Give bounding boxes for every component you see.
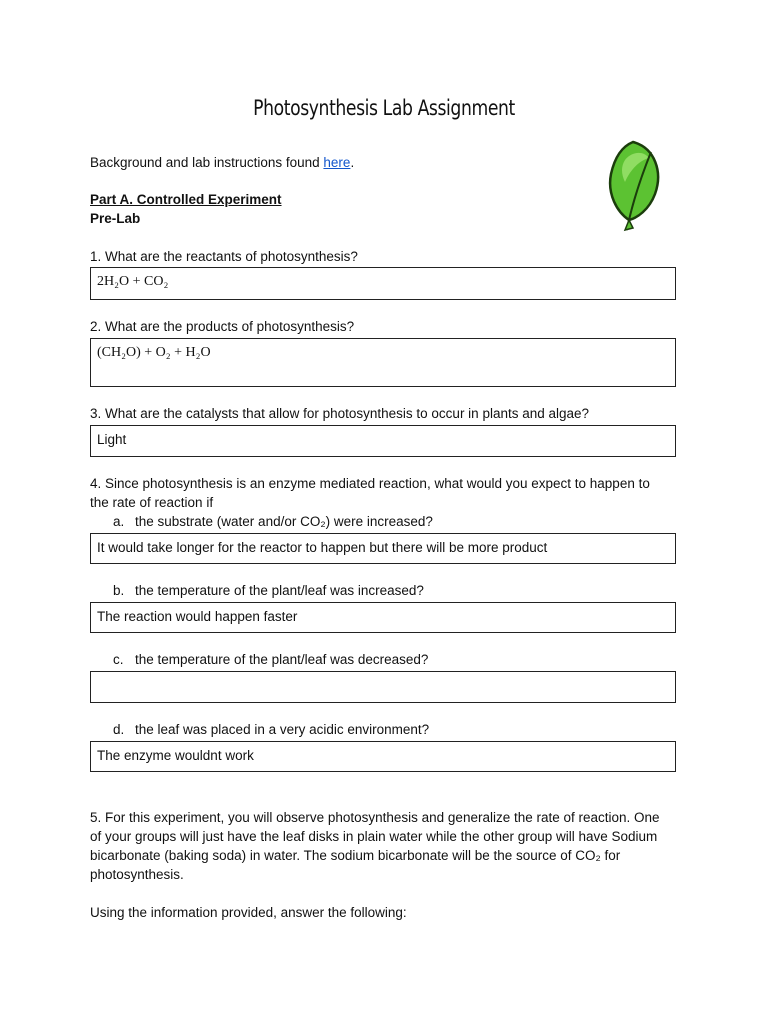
- question-5-paragraph: [90, 808, 680, 884]
- page-title: Photosynthesis Lab Assignment: [253, 96, 515, 120]
- question-4a-letter: a.: [113, 514, 125, 529]
- answer-2-field[interactable]: (CH₂O) + O₂ + H₂O: [90, 338, 676, 387]
- intro-end: .: [350, 155, 355, 170]
- question-4c-text: the temperature of the plant/leaf was decreased?: [135, 652, 429, 667]
- question-5-line3: bicarbonate (baking soda) in water. The sodium bicarbonate will be the source of CO₂ for: [90, 848, 621, 863]
- question-1: 1. What are the reactants of photosynthesis?: [90, 249, 358, 264]
- question-4-line1: 4. Since photosynthesis is an enzyme mediated reaction, what would you expect to happen to: [90, 476, 650, 491]
- part-a-heading: Part A. Controlled Experiment: [90, 192, 282, 207]
- answer-4b-field[interactable]: The reaction would happen faster: [90, 602, 676, 633]
- answer-4a-field[interactable]: It would take longer for the reactor to happen but there will be more product: [90, 533, 676, 564]
- question-4d: [113, 720, 429, 739]
- question-4a-text: the substrate (water and/or CO₂) were increased?: [135, 514, 433, 529]
- question-4-line2: the rate of reaction if: [90, 495, 214, 510]
- answer-1-field[interactable]: 2H₂O + CO₂: [90, 267, 676, 300]
- question-3: 3. What are the catalysts that allow for photosynthesis to occur in plants and algae?: [90, 406, 590, 421]
- question-5-line1: 5. For this experiment, you will observe photosynthesis and generalize the rate of reaction. One: [90, 810, 660, 825]
- question-2: 2. What are the products of photosynthesis?: [90, 319, 355, 334]
- question-4b-letter: b.: [113, 583, 125, 598]
- question-4c: [113, 650, 428, 669]
- here-link[interactable]: here: [323, 155, 351, 170]
- question-4b: [113, 581, 424, 600]
- closing-instruction: Using the information provided, answer the following:: [90, 905, 407, 920]
- question-4d-letter: d.: [113, 722, 125, 737]
- pre-lab-heading: Pre-Lab: [90, 211, 141, 226]
- answer-4c-field[interactable]: [90, 671, 676, 703]
- question-5-line2: of your groups will just have the leaf disks in plain water while the other group will have Sodium: [90, 829, 658, 844]
- question-5-line4: photosynthesis.: [90, 867, 184, 882]
- intro-text: [90, 153, 354, 172]
- answer-4d-field[interactable]: The enzyme wouldnt work: [90, 741, 676, 772]
- intro-label: Background and lab instructions found: [90, 155, 324, 170]
- answer-3-field[interactable]: Light: [90, 425, 676, 457]
- question-4c-letter: c.: [113, 652, 124, 667]
- leaf-icon: [603, 138, 663, 232]
- question-4b-text: the temperature of the plant/leaf was increased?: [135, 583, 424, 598]
- question-4d-text: the leaf was placed in a very acidic environment?: [135, 722, 430, 737]
- question-4a: [113, 512, 433, 531]
